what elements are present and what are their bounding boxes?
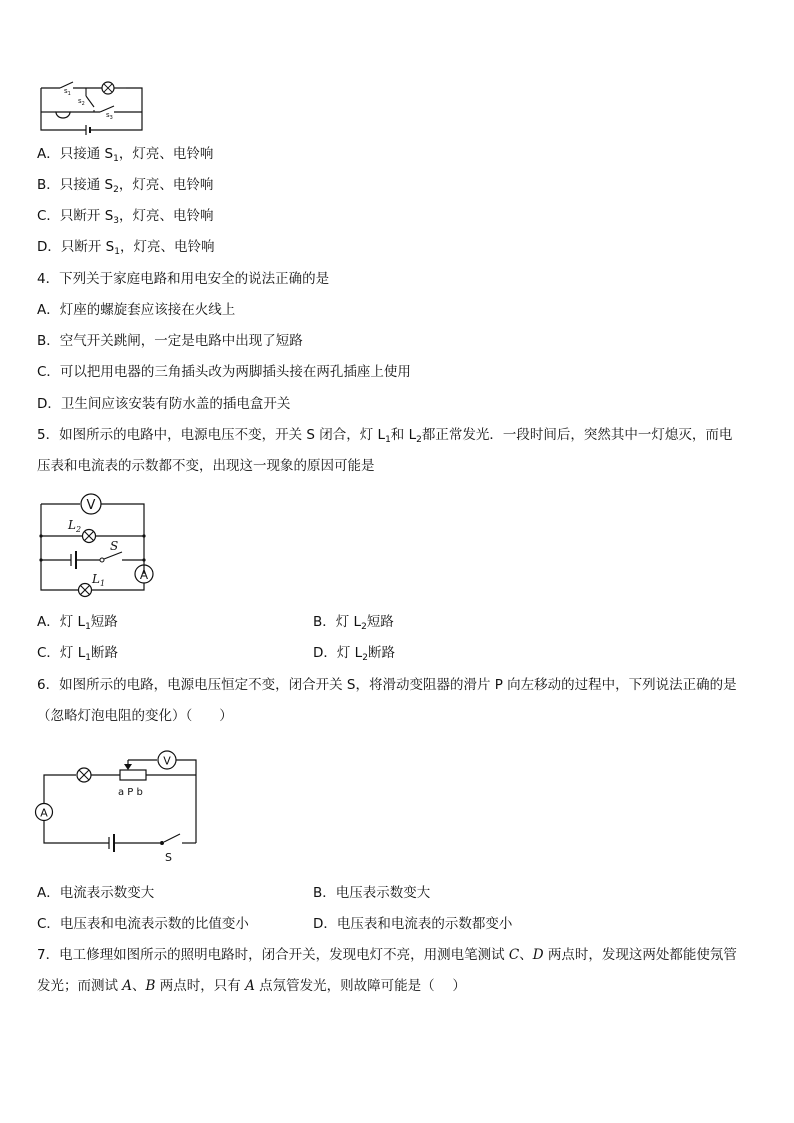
q5-option-a: A．灯 $L_1$短路: [37, 614, 118, 632]
q6-stem-line2: （忽略灯泡电阻的变化）（ ）: [37, 708, 233, 724]
fig6-rheostat-label: a P b: [118, 787, 143, 798]
figure-5-circuit: [38, 490, 158, 596]
fig5-l2-sub: 2: [75, 525, 82, 534]
fig1-s2-label: s: [78, 97, 82, 105]
fig5-ammeter-label: A: [139, 568, 149, 582]
fig6-voltmeter-label: V: [163, 754, 171, 768]
q3-option-a: A．只接通 $S_1$，灯亮、电铃响: [37, 146, 214, 164]
fig5-switch-label: S: [110, 539, 119, 553]
q5-stem-line1: 5．如图所示的电路中，电源电压不变，开关 S 闭合，灯 $L_1$和 $L_2$都正常发光．一段时间后，突然其中一灯熄灭，而电: [37, 427, 733, 445]
fig1-s1-sub: 1: [67, 91, 71, 97]
q7-stem-line1: 7．电工修理如图所示的照明电路时，闭合开关，发现电灯不亮，用测电笔测试 C、D 两点时，发现这两处都能使氖管: [37, 947, 737, 963]
fig1-s2-sub: 2: [81, 101, 85, 107]
q5-stem-line2: 压表和电流表的示数都不变，出现这一现象的原因可能是: [37, 458, 375, 474]
q4-option-b: B．空气开关跳闸，一定是电路中出现了短路: [37, 333, 303, 349]
svg-text:s3: [106, 111, 113, 121]
q4-option-d: D．卫生间应该安装有防水盖的插电盒开关: [37, 396, 291, 412]
figure-1-circuit: [38, 78, 148, 134]
q6-option-c: C．电压表和电流表示数的比值变小: [37, 916, 249, 932]
figure-6-circuit: [34, 748, 204, 864]
fig5-l1-label: L: [92, 572, 100, 586]
svg-text:L1: [91, 572, 105, 588]
fig6-switch-label: S: [165, 851, 172, 864]
q5-option-b: B．灯 $L_2$短路: [313, 614, 394, 632]
q5-option-c: C．灯 $L_1$断路: [37, 645, 118, 663]
fig1-s1-label: s: [64, 87, 68, 95]
q6-option-d: D．电压表和电流表的示数都变小: [313, 916, 513, 932]
q3-option-b: B．只接通 $S_2$，灯亮、电铃响: [37, 177, 214, 195]
q6-stem-line1: 6．如图所示的电路，电源电压恒定不变，闭合开关 S，将滑动变阻器的滑片 P 向左移动的过程中，下列说法正确的是: [37, 677, 737, 693]
q3-option-c: C．只断开 $S_3$，灯亮、电铃响: [37, 208, 214, 226]
svg-text:s1: [64, 87, 71, 97]
q6-option-a: A．电流表示数变大: [37, 885, 155, 901]
fig6-ammeter-label: A: [40, 806, 48, 820]
fig1-s3-label: s: [106, 111, 110, 119]
q5-option-d: D．灯 $L_2$断路: [313, 645, 395, 663]
fig5-voltmeter-label: V: [86, 498, 96, 513]
q4-stem: 4．下列关于家庭电路和用电安全的说法正确的是: [37, 271, 330, 287]
svg-text:L2: [67, 518, 81, 534]
fig1-s3-sub: 3: [109, 115, 113, 121]
q3-option-d: D．只断开 $S_1$，灯亮、电铃响: [37, 239, 215, 257]
q4-option-c: C．可以把用电器的三角插头改为两脚插头接在两孔插座上使用: [37, 364, 411, 380]
fig5-l1-sub: 1: [99, 579, 106, 588]
q6-option-b: B．电压表示数变大: [313, 885, 431, 901]
svg-text:s2: [78, 97, 85, 107]
fig5-l2-label: L: [68, 518, 76, 532]
q4-option-a: A．灯座的螺旋套应该接在火线上: [37, 302, 236, 318]
q7-stem-line2: 发光；而测试 A、B 两点时，只有 A 点氖管发光，则故障可能是（ ）: [37, 978, 466, 994]
